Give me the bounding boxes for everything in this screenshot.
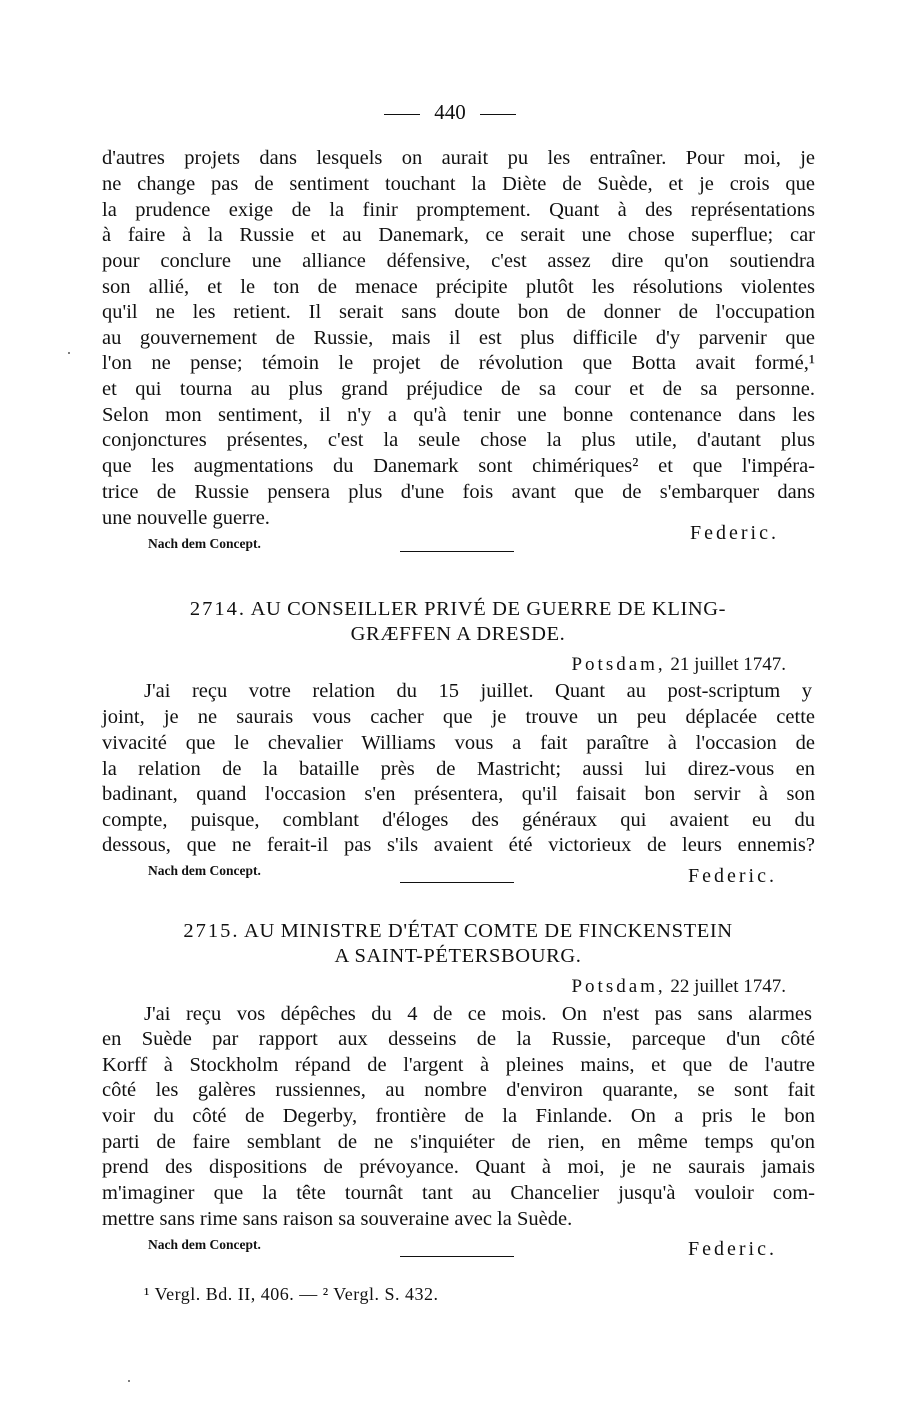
text-line: pour conclure une alliance défensive, c'est assez dire qu'on soutiendra (102, 250, 815, 272)
text-line: prend des dispositions de prévoyance. Quant à moi, je ne saurais jamais (102, 1156, 815, 1178)
page-header (0, 98, 900, 126)
text-line: au gouvernement de Russie, mais il est plus difficile d'y parvenir que (102, 327, 815, 349)
text-line: vivacité que le chevalier Williams vous a fait paraître à l'occasion de (102, 732, 815, 754)
date: 21 juillet 1747. (670, 654, 786, 675)
place: Potsdam, (571, 654, 666, 675)
page-number: 440 (434, 100, 466, 124)
section-divider (400, 882, 514, 883)
text-line: trice de Russie pensera plus d'une fois avant que de s'embarquer dans (102, 481, 815, 503)
print-speck (68, 352, 70, 354)
text-line: dessous, que ne ferait-il pas s'ils avaient été victorieux de leurs ennemis? (102, 834, 815, 856)
print-speck (128, 1380, 130, 1382)
text-line: J'ai reçu vos dépêches du 4 de ce mois. On n'est pas sans alarmes (144, 1003, 812, 1025)
source-note: Nach dem Concept. (148, 863, 261, 878)
heading-line-1: AU CONSEILLER PRIVÉ DE GUERRE DE KLING- (250, 598, 727, 620)
heading-line-2: A SAINT-PÉTERSBOURG. (334, 945, 582, 967)
text-line: badinant, quand l'occasion s'en présentera, qu'il faisait bon servir à son (102, 783, 815, 805)
text-line: mettre sans rime sans raison sa souveraine avec la Suède. (102, 1208, 573, 1230)
text-line: J'ai reçu votre relation du 15 juillet. Quant au post-scriptum y (144, 680, 812, 702)
text-line: la prudence exige de la finir promptement. Quant à des représentations (102, 199, 815, 221)
text-line: une nouvelle guerre. (102, 507, 270, 529)
text-line: m'imaginer que la tête tournât tant au Chancelier jusqu'à vouloir com- (102, 1182, 815, 1204)
text-line: que les augmentations du Danemark sont chimériques² et que l'impéra- (102, 455, 815, 477)
signature: Federic. (688, 865, 777, 887)
text-line: voir du côté de Degerby, frontière de la Finlande. On a pris le bon (102, 1105, 815, 1127)
text-line: conjonctures présentes, c'est la seule chose la plus utile, d'autant plus (102, 429, 815, 451)
header-dash-right (480, 114, 516, 115)
place-date (0, 975, 786, 999)
text-line: la relation de la bataille près de Mastricht; aussi lui direz-vous en (102, 758, 815, 780)
heading-line-1: AU MINISTRE D'ÉTAT COMTE DE FINCKENSTEIN (244, 920, 733, 942)
signature: Federic. (688, 1238, 777, 1260)
text-line: compte, puisque, comblant d'éloges des généraux qui avaient eu du (102, 809, 815, 831)
text-line: d'autres projets dans lesquels on aurait pu les entraîner. Pour moi, je (102, 147, 815, 169)
text-line: Korff à Stockholm répand de l'argent à pleines mains, et que de l'autre (102, 1054, 815, 1076)
section-divider (400, 1256, 514, 1257)
text-line: à faire à la Russie et au Danemark, ce serait une chose superflue; car (102, 224, 815, 246)
signature: Federic. (690, 522, 779, 544)
letter-heading (100, 918, 816, 944)
text-line: qu'il ne les retient. Il serait sans doute bon de donner de l'occupation (102, 301, 815, 323)
text-line: côté les galères russiennes, au nombre d'environ quarante, se sont fait (102, 1079, 815, 1101)
header-dash-left (384, 114, 420, 115)
source-note: Nach dem Concept. (148, 536, 261, 551)
footnotes: ¹ Vergl. Bd. II, 406. — ² Vergl. S. 432. (144, 1284, 439, 1304)
text-line: joint, je ne saurais vous cacher que je trouve un peu déplacée cette (102, 706, 815, 728)
text-line: en Suède par rapport aux desseins de la Russie, parceque d'un côté (102, 1028, 815, 1050)
letter-number: 2714. (189, 598, 246, 620)
date: 22 juillet 1747. (670, 976, 786, 997)
section-divider (400, 551, 514, 552)
letter-number: 2715. (183, 920, 240, 942)
place-date (0, 653, 786, 677)
text-line: parti de faire semblant de ne s'inquiéter de rien, en même temps qu'on (102, 1131, 815, 1153)
text-line: son allié, et le ton de menace précipite plutôt les résolutions violentes (102, 276, 815, 298)
text-line: ne change pas de sentiment touchant la Diète de Suède, et je crois que (102, 173, 815, 195)
text-line: Selon mon sentiment, il n'y a qu'à tenir une bonne contenance dans les (102, 404, 815, 426)
place: Potsdam, (571, 976, 666, 997)
text-line: l'on ne pense; témoin le projet de révolution que Botta avait formé,¹ (102, 352, 815, 374)
source-note: Nach dem Concept. (148, 1237, 261, 1252)
letter-heading (100, 596, 816, 622)
text-line: et qui tourna au plus grand préjudice de sa cour et de sa personne. (102, 378, 815, 400)
heading-line-2: GRÆFFEN A DRESDE. (350, 623, 566, 645)
